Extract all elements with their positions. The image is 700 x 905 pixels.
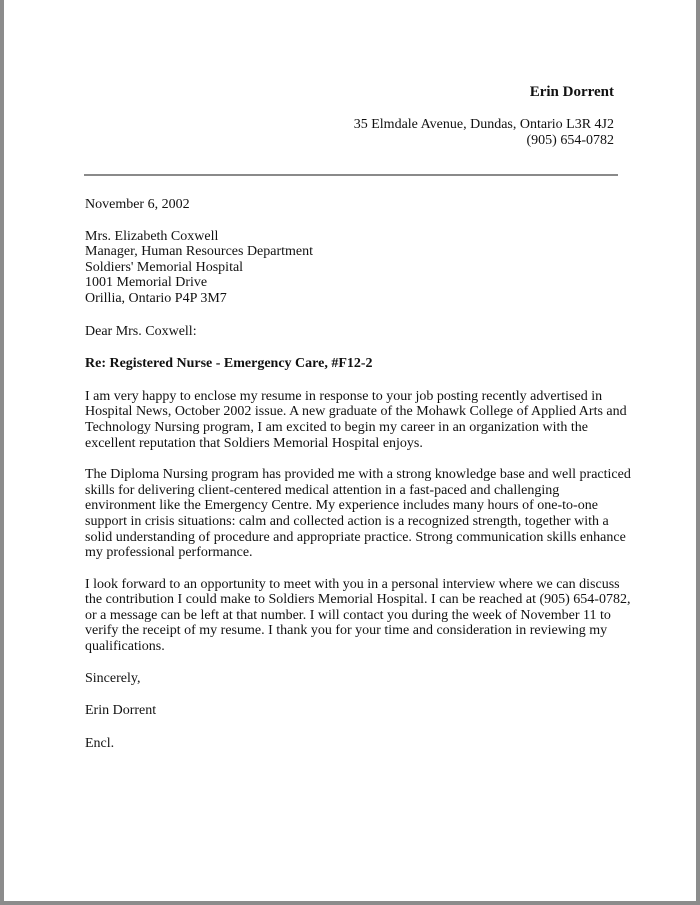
- sender-address: 35 Elmdale Avenue, Dundas, Ontario L3R 4J2: [353, 117, 614, 132]
- paragraph-line: excellent reputation that Soldiers Memorial Hospital enjoys.: [85, 435, 423, 451]
- paragraph-line: my professional performance.: [85, 545, 253, 561]
- header-divider: [84, 174, 618, 176]
- body-paragraph-3: [85, 576, 631, 655]
- paragraph-line: The Diploma Nursing program has provided me with a strong knowledge base and well practiced: [85, 467, 631, 483]
- sender-address-block: [354, 117, 614, 149]
- letter-page: [4, 0, 696, 901]
- paragraph-line: verify the receipt of my resume. I thank you for your time and consideration in reviewing my: [85, 623, 608, 639]
- signer-name: Erin Dorrent: [85, 703, 157, 719]
- recipient-line: Soldiers' Memorial Hospital: [85, 259, 244, 275]
- paragraph-line: Hospital News, October 2002 issue. A new graduate of the Mohawk College of Applied Arts and: [85, 404, 627, 420]
- body-paragraph-2: [85, 467, 631, 561]
- subject-line: Re: Registered Nurse - Emergency Care, #F12-2: [85, 356, 373, 372]
- enclosure-note: Encl.: [85, 735, 115, 751]
- recipient-line: Manager, Human Resources Department: [85, 244, 314, 260]
- paragraph-line: I am very happy to enclose my resume in response to your job posting recently advertised in: [85, 388, 603, 404]
- recipient-line: Mrs. Elizabeth Coxwell: [85, 228, 219, 244]
- paragraph-line: skills for delivering client-centered medical attention in a fast-paced and challenging: [85, 482, 560, 498]
- paragraph-line: qualifications.: [85, 639, 165, 655]
- paragraph-line: I look forward to an opportunity to meet with you in a personal interview where we can discuss: [85, 576, 620, 592]
- recipient-address: [85, 229, 625, 307]
- paragraph-line: solid understanding of procedure and appropriate practice. Strong communication skills enhance: [85, 529, 626, 545]
- sender-name: Erin Dorrent: [529, 84, 614, 100]
- paragraph-line: support in crisis situations: calm and collected action is a recognized strength, together with a: [85, 513, 609, 529]
- paragraph-line: the contribution I could make to Soldiers Memorial Hospital. I can be reached at (905) 654-0782,: [85, 592, 631, 608]
- salutation: Dear Mrs. Coxwell:: [85, 323, 197, 339]
- letter-date: November 6, 2002: [85, 197, 190, 212]
- paragraph-line: environment like the Emergency Centre. My experience includes many hours of one-to-one: [85, 498, 598, 514]
- letter-body: [85, 197, 631, 751]
- recipient-line: 1001 Memorial Drive: [85, 275, 208, 291]
- sender-phone: (905) 654-0782: [526, 133, 614, 148]
- closing: Sincerely,: [85, 670, 141, 686]
- body-paragraph-1: [85, 389, 625, 451]
- paragraph-line: or a message can be left at that number. I will contact you during the week of November 11 to: [85, 607, 611, 623]
- paragraph-line: Technology Nursing program, I am excited to begin my career in an organization with the: [85, 419, 588, 435]
- recipient-line: Orillia, Ontario P4P 3M7: [85, 290, 227, 306]
